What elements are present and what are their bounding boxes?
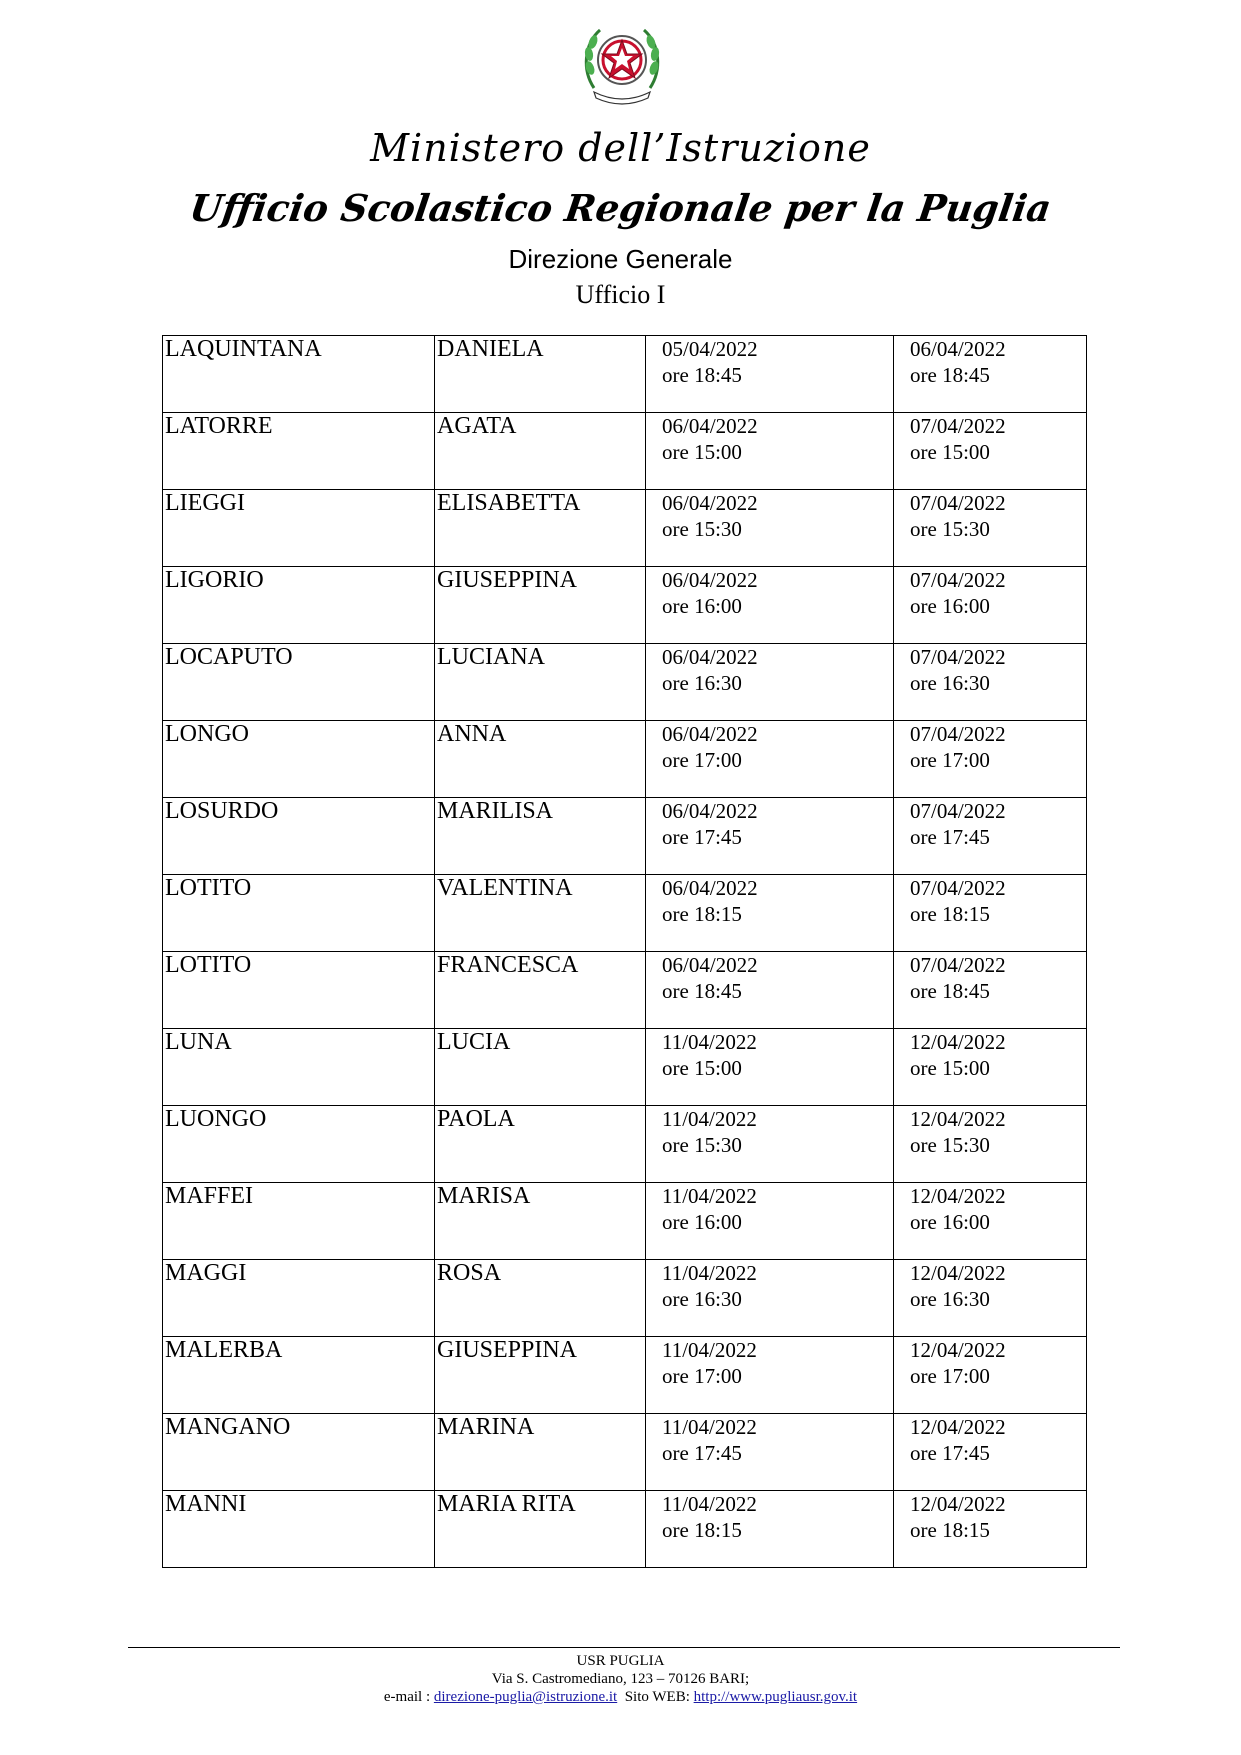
time: ore 15:00 — [662, 1056, 742, 1080]
first-appointment-cell — [646, 336, 894, 413]
date: 07/04/2022 — [910, 953, 1006, 977]
date: 11/04/2022 — [662, 1030, 757, 1054]
date: 07/04/2022 — [910, 722, 1006, 746]
first-appointment-cell — [646, 1414, 894, 1491]
table-row — [163, 1029, 1087, 1106]
surname-cell: LOTITO — [163, 952, 435, 1029]
date: 05/04/2022 — [662, 337, 758, 361]
date: 11/04/2022 — [662, 1415, 757, 1439]
surname-cell: LOSURDO — [163, 798, 435, 875]
date: 06/04/2022 — [662, 722, 758, 746]
date: 12/04/2022 — [910, 1184, 1006, 1208]
date: 12/04/2022 — [910, 1338, 1006, 1362]
surname-cell: LAQUINTANA — [163, 336, 435, 413]
table-row — [163, 952, 1087, 1029]
second-appointment-cell — [894, 721, 1087, 798]
time: ore 16:00 — [910, 594, 990, 618]
name-cell: ROSA — [435, 1260, 646, 1337]
table-row — [163, 567, 1087, 644]
table-row — [163, 1414, 1087, 1491]
table-row — [163, 1106, 1087, 1183]
italian-republic-emblem-icon — [580, 18, 664, 108]
time: ore 18:15 — [910, 902, 990, 926]
date: 12/04/2022 — [910, 1261, 1006, 1285]
second-appointment-cell — [894, 1337, 1087, 1414]
first-appointment-cell — [646, 490, 894, 567]
second-appointment-cell — [894, 798, 1087, 875]
surname-cell: LIGORIO — [163, 567, 435, 644]
first-appointment-cell — [646, 798, 894, 875]
first-appointment-cell — [646, 721, 894, 798]
date: 06/04/2022 — [662, 414, 758, 438]
time: ore 18:45 — [910, 979, 990, 1003]
time: ore 16:00 — [910, 1210, 990, 1234]
time: ore 17:00 — [662, 748, 742, 772]
time: ore 15:00 — [662, 440, 742, 464]
time: ore 18:45 — [662, 979, 742, 1003]
surname-cell: MAFFEI — [163, 1183, 435, 1260]
surname-cell: MAGGI — [163, 1260, 435, 1337]
date: 06/04/2022 — [662, 799, 758, 823]
email-link[interactable]: direzione-puglia@istruzione.it — [433, 1689, 618, 1705]
first-appointment-cell — [646, 875, 894, 952]
date: 12/04/2022 — [910, 1030, 1006, 1054]
second-appointment-cell — [894, 490, 1087, 567]
second-appointment-cell — [894, 336, 1087, 413]
name-cell: ELISABETTA — [435, 490, 646, 567]
date: 07/04/2022 — [910, 568, 1006, 592]
time: ore 17:45 — [662, 825, 742, 849]
date: 07/04/2022 — [910, 645, 1006, 669]
date: 07/04/2022 — [910, 414, 1006, 438]
date: 06/04/2022 — [662, 876, 758, 900]
date: 06/04/2022 — [662, 491, 758, 515]
second-appointment-cell — [894, 644, 1087, 721]
name-cell: GIUSEPPINA — [435, 567, 646, 644]
time: ore 18:15 — [662, 1518, 742, 1542]
second-appointment-cell — [894, 1106, 1087, 1183]
time: ore 16:30 — [910, 1287, 990, 1311]
date: 07/04/2022 — [910, 876, 1006, 900]
first-appointment-cell — [646, 413, 894, 490]
first-appointment-cell — [646, 952, 894, 1029]
surname-cell: MANGANO — [163, 1414, 435, 1491]
first-appointment-cell — [646, 1491, 894, 1568]
name-cell: LUCIA — [435, 1029, 646, 1106]
name-cell: PAOLA — [435, 1106, 646, 1183]
table-row — [163, 798, 1087, 875]
footer-address: Via S. Castromediano, 123 – 70126 BARI; — [491, 1671, 750, 1687]
surname-cell: LONGO — [163, 721, 435, 798]
name-cell: MARISA — [435, 1183, 646, 1260]
first-appointment-cell — [646, 1260, 894, 1337]
time: ore 16:00 — [662, 594, 742, 618]
first-appointment-cell — [646, 1106, 894, 1183]
date: 12/04/2022 — [910, 1107, 1006, 1131]
time: ore 17:00 — [910, 748, 990, 772]
date: 06/04/2022 — [910, 337, 1006, 361]
ministry-title: Ministero dell’Istruzione — [370, 126, 871, 170]
surname-cell: LOCAPUTO — [163, 644, 435, 721]
unit-title: Ufficio I — [575, 280, 666, 309]
first-appointment-cell — [646, 567, 894, 644]
second-appointment-cell — [894, 952, 1087, 1029]
time: ore 15:00 — [910, 1056, 990, 1080]
time: ore 18:15 — [662, 902, 742, 926]
date: 11/04/2022 — [662, 1184, 757, 1208]
time: ore 15:30 — [662, 1133, 742, 1157]
footer-org: USR PUGLIA — [576, 1653, 665, 1669]
date: 06/04/2022 — [662, 568, 758, 592]
table-row — [163, 1491, 1087, 1568]
date: 12/04/2022 — [910, 1415, 1006, 1439]
first-appointment-cell — [646, 1029, 894, 1106]
time: ore 16:30 — [910, 671, 990, 695]
second-appointment-cell — [894, 567, 1087, 644]
name-cell: FRANCESCA — [435, 952, 646, 1029]
date: 12/04/2022 — [910, 1492, 1006, 1516]
surname-cell: MANNI — [163, 1491, 435, 1568]
time: ore 15:30 — [910, 1133, 990, 1157]
surname-cell: LIEGGI — [163, 490, 435, 567]
schedule-table — [162, 335, 1087, 1568]
email-label: e-mail : — [383, 1689, 434, 1705]
first-appointment-cell — [646, 1337, 894, 1414]
time: ore 16:00 — [662, 1210, 742, 1234]
footer-divider — [128, 1647, 1120, 1648]
table-row — [163, 644, 1087, 721]
footer — [0, 1652, 1241, 1706]
second-appointment-cell — [894, 875, 1087, 952]
table-row — [163, 413, 1087, 490]
time: ore 17:45 — [662, 1441, 742, 1465]
web-link[interactable]: http://www.pugliausr.gov.it — [693, 1689, 858, 1705]
table-row — [163, 1337, 1087, 1414]
office-title: Ufficio Scolastico Regionale per la Puglia — [187, 186, 1054, 230]
time: ore 18:45 — [910, 363, 990, 387]
name-cell: ANNA — [435, 721, 646, 798]
second-appointment-cell — [894, 1491, 1087, 1568]
first-appointment-cell — [646, 644, 894, 721]
name-cell: LUCIANA — [435, 644, 646, 721]
second-appointment-cell — [894, 413, 1087, 490]
date: 06/04/2022 — [662, 645, 758, 669]
date: 11/04/2022 — [662, 1338, 757, 1362]
direction-title: Direzione Generale — [508, 244, 733, 274]
table-row — [163, 875, 1087, 952]
time: ore 17:00 — [910, 1364, 990, 1388]
date: 06/04/2022 — [662, 953, 758, 977]
name-cell: MARIA RITA — [435, 1491, 646, 1568]
time: ore 17:45 — [910, 1441, 990, 1465]
web-label: Sito WEB: — [617, 1689, 694, 1705]
first-appointment-cell — [646, 1183, 894, 1260]
footer-contacts — [0, 1688, 1241, 1706]
time: ore 17:45 — [910, 825, 990, 849]
date: 11/04/2022 — [662, 1492, 757, 1516]
surname-cell: LOTITO — [163, 875, 435, 952]
date: 11/04/2022 — [662, 1107, 757, 1131]
name-cell: AGATA — [435, 413, 646, 490]
time: ore 15:30 — [910, 517, 990, 541]
date: 07/04/2022 — [910, 491, 1006, 515]
second-appointment-cell — [894, 1260, 1087, 1337]
second-appointment-cell — [894, 1029, 1087, 1106]
time: ore 16:30 — [662, 1287, 742, 1311]
name-cell: VALENTINA — [435, 875, 646, 952]
name-cell: MARINA — [435, 1414, 646, 1491]
surname-cell: LATORRE — [163, 413, 435, 490]
table-row — [163, 1260, 1087, 1337]
second-appointment-cell — [894, 1414, 1087, 1491]
name-cell: DANIELA — [435, 336, 646, 413]
name-cell: MARILISA — [435, 798, 646, 875]
surname-cell: LUONGO — [163, 1106, 435, 1183]
time: ore 18:15 — [910, 1518, 990, 1542]
surname-cell: LUNA — [163, 1029, 435, 1106]
time: ore 15:30 — [662, 517, 742, 541]
time: ore 18:45 — [662, 363, 742, 387]
table-row — [163, 490, 1087, 567]
date: 07/04/2022 — [910, 799, 1006, 823]
time: ore 16:30 — [662, 671, 742, 695]
time: ore 15:00 — [910, 440, 990, 464]
date: 11/04/2022 — [662, 1261, 757, 1285]
name-cell: GIUSEPPINA — [435, 1337, 646, 1414]
table-row — [163, 336, 1087, 413]
table-row — [163, 721, 1087, 798]
time: ore 17:00 — [662, 1364, 742, 1388]
second-appointment-cell — [894, 1183, 1087, 1260]
surname-cell: MALERBA — [163, 1337, 435, 1414]
table-row — [163, 1183, 1087, 1260]
